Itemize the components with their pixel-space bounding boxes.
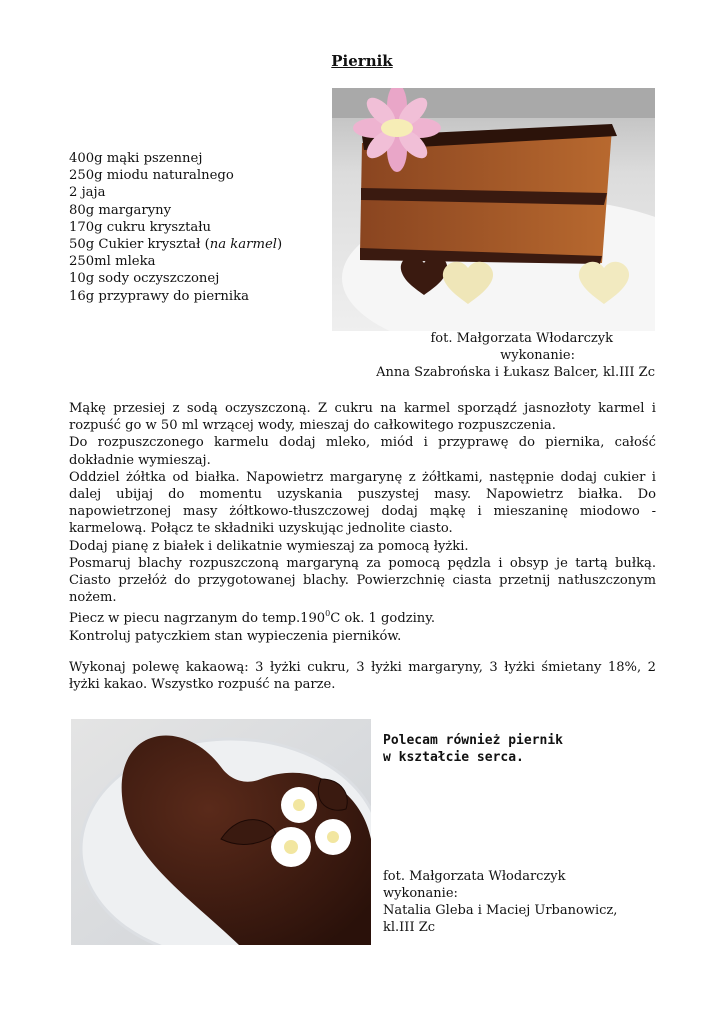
degree-sup: 0 [325,609,331,619]
ingredient-item: 2 jaja [69,185,106,201]
makers-class: kl.III Zc [383,920,436,935]
ingredient-text: 50g Cukier kryształ ( [69,237,210,253]
recommendation [383,732,563,766]
instruction-paragraph: Do rozpuszczonego karmelu dodaj mleko, miód i przyprawę do piernika, całość dokładnie wymieszaj. [69,435,656,468]
photo-author: fot. Małgorzata Włodarczyk [383,869,566,884]
ingredient-item: 16g przyprawy do piernika [69,288,250,304]
instruction-paragraph: Oddziel żółtka od białka. Napowietrz margarynę z żółtkami, następnie dodaj cukier i dalej ubijaj do momentu uzyskania puszystej masy. Napowietrz białka. Do napowietrzonej masy żółtkowo-tłuszczowej dodaj mąkę i mieszaninę miodowo - karmelową. Połącz te składniki uzyskując jednolite ciasto. [69,469,656,537]
bake-text: Piecz w piecu nagrzanym do temp.190 [69,611,326,627]
page-title: Piernik [331,52,393,70]
makers: Anna Szabrońska i Łukasz Balcer, kl.III Zc [376,365,655,380]
instructions [69,400,656,693]
ingredient-item: 250ml mleka [69,254,156,270]
ingredient-suffix: ) [276,237,283,253]
makers: Natalia Gleba i Maciej Urbanowicz, [383,903,618,918]
recommendation-line: w kształcie serca. [383,750,524,765]
instruction-paragraph: Dodaj pianę z białek i delikatnie wymieszaj za pomocą łyżki. [69,538,469,554]
instruction-paragraph [69,610,656,627]
ingredient-item: 250g miodu naturalnego [69,168,234,184]
photo-author: fot. Małgorzata Włodarczyk [430,331,613,346]
ingredient-item [69,236,282,253]
bake-text-end: C ok. 1 godziny. [330,611,436,627]
instruction-paragraph: Kontroluj patyczkiem stan wypieczenia pierników. [69,628,402,644]
ingredient-note: na karmel [209,237,277,253]
cake-slice-photo [332,88,655,331]
heart-cake-photo [71,719,371,945]
photo-credit-top [332,330,655,381]
ingredient-item: 80g margaryny [69,202,172,218]
recommendation-line: Polecam również piernik [383,733,564,748]
ingredient-item: 170g cukru kryształu [69,219,212,235]
instruction-paragraph: Wykonaj polewę kakaową: 3 łyżki cukru, 3 łyżki margaryny, 3 łyżki śmietany 18%, 2 łyżki kakao. Wszystko rozpuść na parze. [69,659,656,693]
made-by-label: wykonanie: [500,348,575,363]
instruction-paragraph: Mąkę przesiej z sodą oczyszczoną. Z cukru na karmel sporządź jasnozłoty karmel i rozpuść go w 50 ml wrzącej wody, mieszaj do całkowitego rozpuszczenia. [69,401,656,434]
photo-credit-bottom [383,868,617,936]
cake-slice-image [332,88,655,331]
made-by-label: wykonanie: [383,886,458,901]
ingredients-list [69,150,282,305]
ingredient-item: 400g mąki pszennej [69,151,203,166]
heart-cake-image [71,719,371,945]
ingredient-item: 10g sody oczyszczonej [69,271,220,287]
instruction-paragraph: Posmaruj blachy rozpuszczoną margaryną za pomocą pędzla i obsyp je tartą bułką. Ciasto przełóż do przygotowanej blachy. Powierzchnię ciasta przetnij natłuszczonym nożem. [69,555,656,606]
